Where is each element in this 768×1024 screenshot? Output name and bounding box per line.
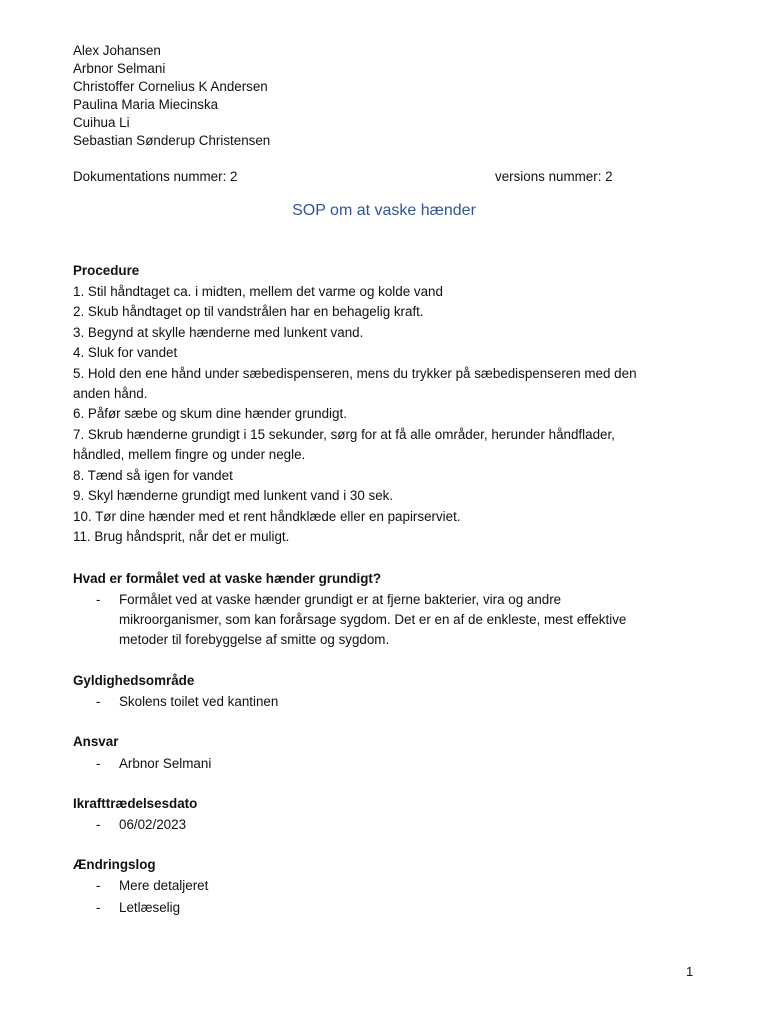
author-name: Paulina Maria Miecinska — [73, 97, 219, 112]
purpose-text: mikroorganismer, som kan forårsage sygdom. Det er en af de enkleste, mest effektive — [119, 612, 627, 627]
list-item: Arbnor Selmani — [119, 756, 212, 771]
section-heading-effective-date: Ikrafttrædelsesdato — [73, 796, 198, 811]
author-name: Alex Johansen — [73, 43, 161, 58]
author-name: Sebastian Sønderup Christensen — [73, 133, 271, 148]
procedure-step: håndled, mellem fingre og under negle. — [73, 447, 306, 462]
purpose-text: Formålet ved at vaske hænder grundigt er at fjerne bakterier, vira og andre — [119, 592, 562, 607]
author-name: Christoffer Cornelius K Andersen — [73, 79, 268, 94]
list-dash: - — [96, 756, 101, 771]
procedure-step: 1. Stil håndtaget ca. i midten, mellem det varme og kolde vand — [73, 284, 443, 299]
list-item: Skolens toilet ved kantinen — [119, 694, 279, 709]
procedure-step: 6. Påfør sæbe og skum dine hænder grundigt. — [73, 406, 347, 421]
procedure-step: 9. Skyl hænderne grundigt med lunkent vand i 30 sek. — [73, 488, 394, 503]
procedure-step: 8. Tænd så igen for vandet — [73, 468, 233, 483]
document-number: Dokumentations nummer: 2 — [73, 169, 238, 184]
procedure-step: 5. Hold den ene hånd under sæbedispenseren, mens du trykker på sæbedispenseren med den — [73, 366, 637, 381]
version-number: versions nummer: 2 — [495, 169, 613, 184]
section-heading-purpose: Hvad er formålet ved at vaske hænder grundigt? — [73, 571, 382, 586]
section-heading-responsibility: Ansvar — [73, 734, 119, 749]
list-item: Letlæselig — [119, 900, 181, 915]
author-name: Arbnor Selmani — [73, 61, 166, 76]
procedure-step: 10. Tør dine hænder med et rent håndklæde eller en papirserviet. — [73, 509, 461, 524]
page-title: SOP om at vaske hænder — [292, 202, 476, 219]
list-dash: - — [96, 900, 101, 915]
procedure-step: anden hånd. — [73, 386, 148, 401]
page-number: 1 — [686, 964, 694, 979]
list-dash: - — [96, 878, 101, 893]
procedure-step: 2. Skub håndtaget op til vandstrålen har en behagelig kraft. — [73, 304, 424, 319]
list-dash: - — [96, 592, 101, 607]
section-heading-scope: Gyldighedsområde — [73, 673, 195, 688]
author-name: Cuihua Li — [73, 115, 130, 130]
section-heading-procedure: Procedure — [73, 263, 140, 278]
purpose-text: metoder til forebyggelse af smitte og sygdom. — [119, 632, 390, 647]
list-item: 06/02/2023 — [119, 817, 187, 832]
procedure-step: 7. Skrub hænderne grundigt i 15 sekunder, sørg for at få alle områder, herunder håndflader, — [73, 427, 615, 442]
procedure-step: 11. Brug håndsprit, når det er muligt. — [73, 529, 290, 544]
procedure-step: 4. Sluk for vandet — [73, 345, 178, 360]
list-dash: - — [96, 817, 101, 832]
procedure-step: 3. Begynd at skylle hænderne med lunkent vand. — [73, 325, 364, 340]
list-dash: - — [96, 694, 101, 709]
list-item: Mere detaljeret — [119, 878, 209, 893]
section-heading-changelog: Ændringslog — [73, 857, 156, 872]
